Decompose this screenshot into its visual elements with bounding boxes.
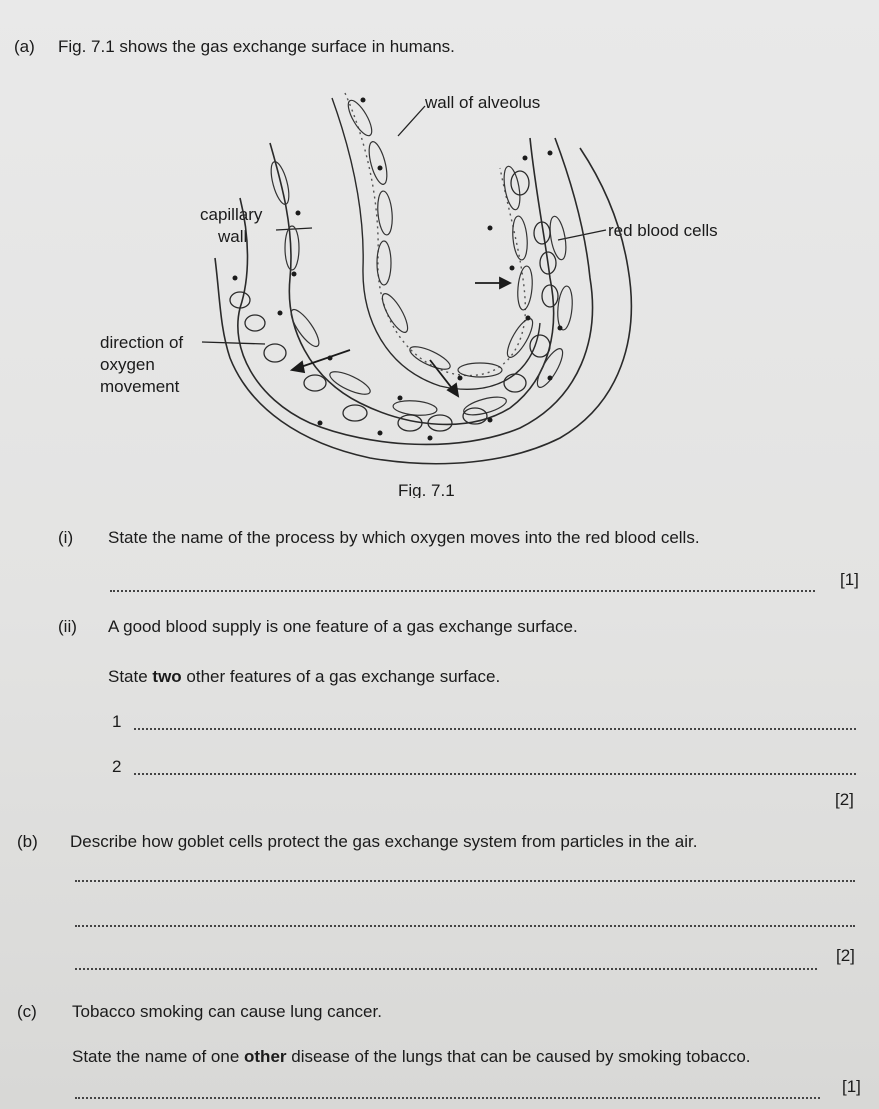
label-oxygen: oxygen [100, 355, 155, 374]
question-a-i-text: State the name of the process by which oxygen moves into the red blood cells. [108, 528, 700, 547]
question-c-text-2: State the name of one other disease of the lungs that can be caused by smoking tobacco. [72, 1047, 751, 1066]
question-a-ii-text-2: State two other features of a gas exchange surface. [108, 667, 501, 686]
label-movement: movement [100, 377, 180, 396]
answer-line-b-2[interactable] [75, 925, 855, 927]
answer-line-number-1: 1 [112, 712, 122, 731]
answer-line-a-i[interactable] [110, 590, 815, 592]
answer-line-number-2: 2 [112, 757, 122, 776]
question-c-letter: (c) [17, 1002, 37, 1021]
label-wall-of-alveolus: wall of alveolus [425, 93, 541, 112]
answer-line-a-ii-2[interactable] [134, 773, 856, 775]
question-a-ii-text-1: A good blood supply is one feature of a gas exchange surface. [108, 617, 578, 636]
answer-line-c[interactable] [75, 1097, 820, 1099]
question-b-text: Describe how goblet cells protect the gas exchange system from particles in the air. [70, 832, 698, 851]
label-direction-of: direction of [100, 333, 184, 352]
question-b-letter: (b) [17, 832, 38, 851]
label-capillary: capillary [200, 205, 263, 224]
marks-c: [1] [842, 1077, 861, 1096]
answer-line-a-ii-1[interactable] [134, 728, 856, 730]
gas-exchange-diagram [80, 78, 800, 498]
question-a-ii-number: (ii) [58, 617, 77, 636]
question-a-letter: (a) [14, 37, 35, 56]
answer-line-b-3[interactable] [75, 968, 817, 970]
question-a-text: Fig. 7.1 shows the gas exchange surface in humans. [58, 37, 455, 56]
marks-b: [2] [836, 946, 855, 965]
label-red-blood-cells: red blood cells [608, 221, 718, 240]
question-a-i-number: (i) [58, 528, 74, 547]
marks-a-ii: [2] [835, 790, 854, 809]
question-c-text-1: Tobacco smoking can cause lung cancer. [72, 1002, 382, 1021]
label-capillary-wall: wall [218, 227, 248, 246]
answer-line-b-1[interactable] [75, 880, 855, 882]
marks-a-i: [1] [840, 570, 859, 589]
figure-caption: Fig. 7.1 [398, 481, 455, 498]
